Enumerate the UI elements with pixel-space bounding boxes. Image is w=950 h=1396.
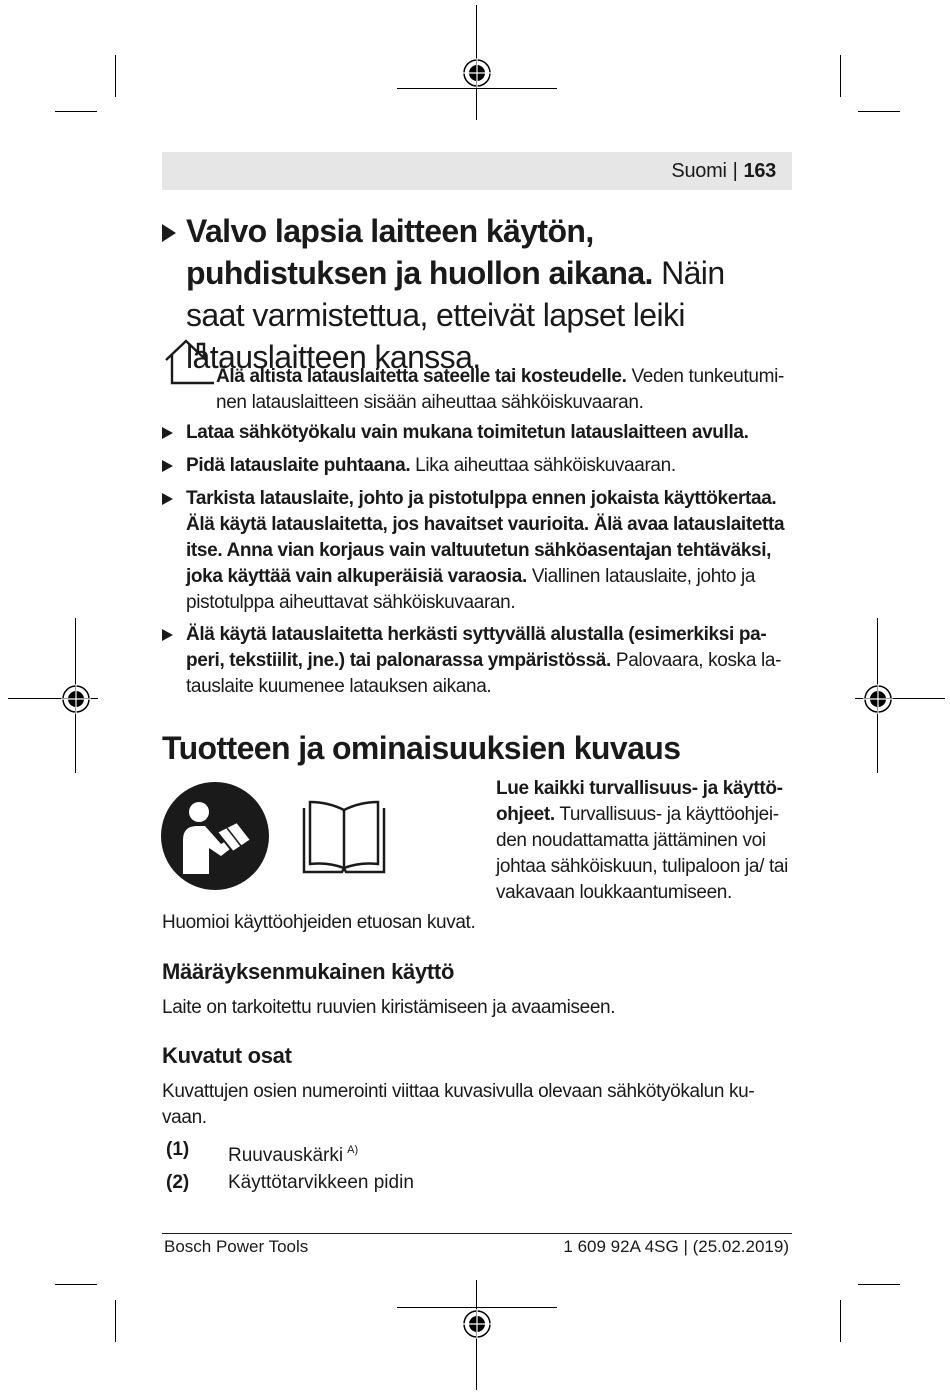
figure-caption: Huomioi käyttöohjeiden etuosan kuvat. (162, 912, 476, 933)
read-manual-text (496, 776, 792, 906)
header-text (671, 160, 776, 182)
house-icon (162, 338, 214, 386)
warning-item (162, 486, 790, 616)
warning-text: Palovaara, koska latauslaite kuumenee latauksen aikana. (186, 650, 782, 697)
intended-use-title: Määräyksenmukainen käyttö (162, 959, 455, 984)
registration-mark-icon (61, 684, 91, 714)
registration-mark-icon (462, 1309, 492, 1339)
page-number: 163 (743, 160, 776, 182)
part-number: (2) (166, 1172, 190, 1193)
triangle-bullet-icon (162, 493, 173, 505)
warning-text: Viallinen latauslaite, johto ja pistotulppa aiheuttavat sähköiskuvaaran. (186, 566, 756, 613)
footnote-marker: A) (347, 1144, 359, 1156)
header-language: Suomi (671, 160, 727, 182)
section-title: Tuotteen ja ominaisuuksien kuvaus (162, 730, 681, 766)
parts-title: Kuvatut osat (162, 1043, 292, 1068)
registration-mark-icon (462, 58, 492, 88)
triangle-bullet-icon (162, 427, 173, 439)
footer-divider (162, 1233, 792, 1234)
readme-text: Turvallisuus- ja käyttöohjeiden noudattamatta jättäminen voi johtaa sähköiskuun, tulipaloon ja/ tai vakavaan loukkaantumiseen. (496, 804, 788, 903)
footer-brand: Bosch Power Tools (164, 1237, 309, 1256)
header-separator: | (732, 160, 738, 182)
readme-bold: Lue kaikki turvallisuus- ja käyttöohjeet. (496, 778, 783, 825)
intended-use-text: Laite on tarkoitettu ruuvien kiristämiseen ja avaamiseen. (162, 997, 616, 1018)
warning-text: Lika aiheuttaa sähköiskuvaaran. (410, 455, 676, 476)
part-label: Käyttötarvikkeen pidin (228, 1172, 414, 1193)
warning-item-rain (162, 338, 790, 416)
triangle-bullet-icon (162, 629, 173, 641)
warning-item (162, 420, 790, 446)
warning-item (162, 622, 790, 700)
part-label: Ruuvauskärki (228, 1145, 344, 1166)
triangle-bullet-icon (162, 460, 173, 472)
warning-bold: Älä käytä latauslaitetta herkästi syttyvällä alustalla (esimerkiksi paperi, tekstiilit, jne.) tai palonarassa ympäristössä. (186, 624, 767, 671)
warning-bold: Valvo lapsia laitteen käytön, puhdistuksen ja huollon aikana. (186, 213, 653, 291)
triangle-bullet-icon (162, 224, 176, 242)
page-header (162, 152, 792, 190)
warning-item (162, 453, 790, 479)
footer-doc-id: 1 609 92A 4SG | (25.02.2019) (563, 1237, 789, 1256)
parts-intro: Kuvattujen osien numerointi viittaa kuvasivulla olevaan sähkötyökalun kuvaan. (162, 1081, 755, 1128)
open-book-icon (302, 800, 386, 874)
warning-text: Veden tunkeutuminen latauslaitteen sisään aiheuttaa sähköiskuvaaran. (216, 366, 785, 413)
warning-text: Näin saat varmistettua, etteivät lapset leiki latauslaitteen kanssa. (186, 255, 725, 375)
warning-bold: Älä altista latauslaitetta sateelle tai kosteudelle. (216, 366, 627, 387)
warning-bold: Tarkista latauslaite, johto ja pistotulppa ennen jokaista käyttökertaa. Älä käytä latauslaitetta, jos havaitset vaurioita. Älä avaa latauslaitetta itse. Anna vian korjaus vain valtuutetun sähköasentajan tehtäväksi, joka käyttää vain alkuperäisiä varaosia. (186, 488, 785, 587)
warning-bold: Pidä latauslaite puhtaana. (186, 455, 411, 476)
part-number: (1) (166, 1139, 190, 1160)
read-manual-person-icon (161, 782, 269, 890)
registration-mark-icon (863, 684, 893, 714)
warning-bold: Lataa sähkötyökalu vain mukana toimitetun latauslaitteen avulla. (186, 422, 749, 443)
